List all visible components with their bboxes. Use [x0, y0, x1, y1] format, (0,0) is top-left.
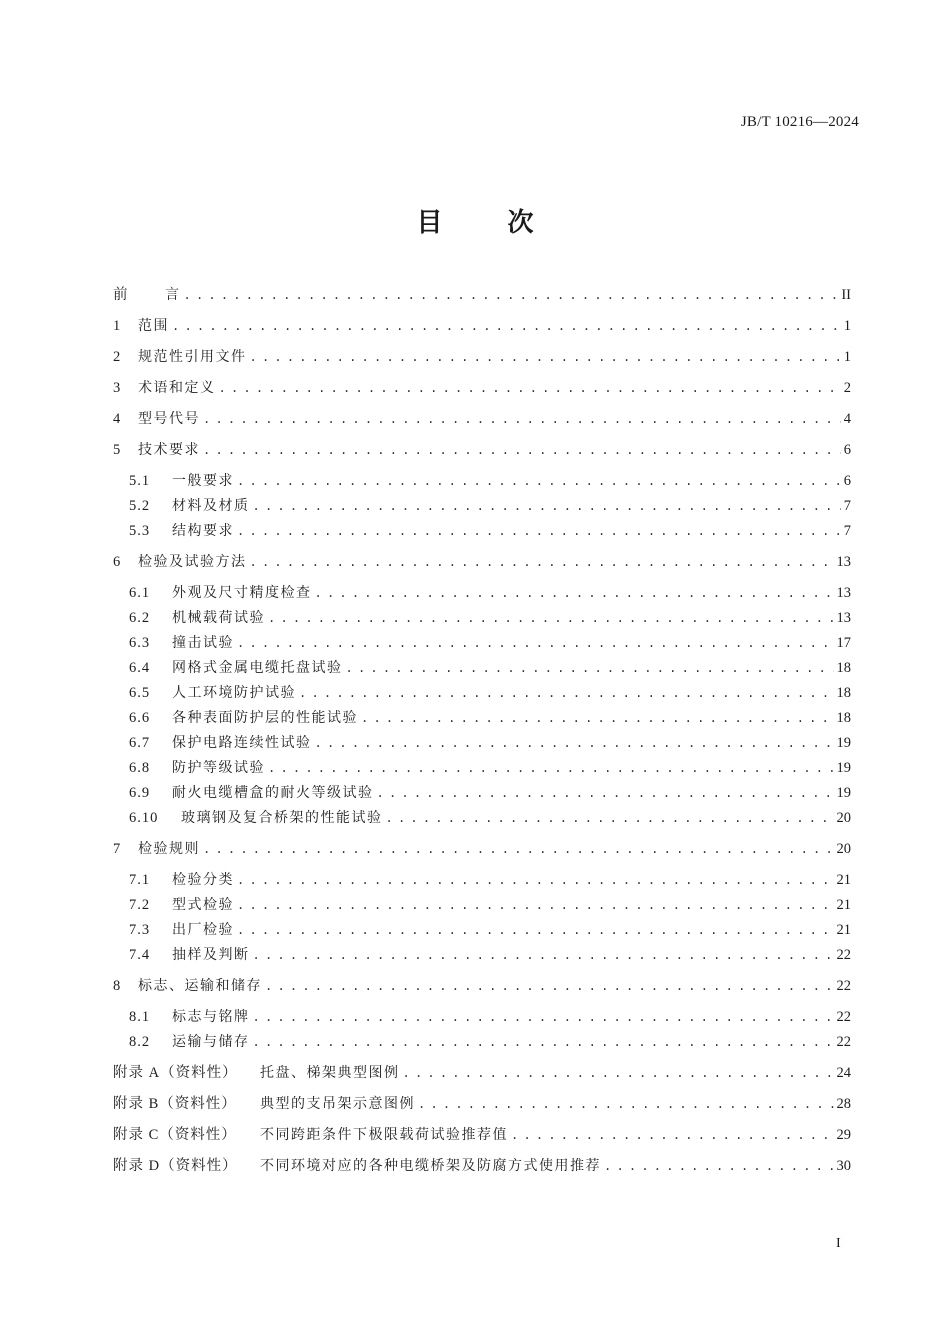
- toc-entry-6-6[interactable]: [129, 707, 851, 729]
- dot-leader: [403, 1062, 834, 1084]
- toc-entry-1[interactable]: [113, 315, 851, 337]
- dot-leader: [315, 582, 834, 604]
- toc-entry-6-4[interactable]: [129, 657, 851, 679]
- toc-entry-6-2[interactable]: [129, 607, 851, 629]
- toc-entry-page: II: [841, 287, 851, 303]
- toc-entry-8[interactable]: [113, 975, 851, 997]
- toc-entry-page: 21: [836, 872, 851, 888]
- toc-entry-number: 5.1: [129, 473, 151, 489]
- dot-leader: [253, 944, 834, 966]
- dot-leader: [299, 682, 834, 704]
- toc-entry-number: 6.10: [129, 810, 159, 826]
- toc-entry-title: 不同跨距条件下极限载荷试验推荐值: [260, 1127, 508, 1143]
- toc-entry-6-10[interactable]: [129, 807, 851, 829]
- toc-entry-7-3[interactable]: [129, 919, 851, 941]
- dot-leader: [418, 1093, 834, 1115]
- toc-entry-page: 21: [836, 897, 851, 913]
- toc-entry-number: 1: [113, 318, 122, 334]
- toc-entry-page: 7: [843, 498, 851, 514]
- toc-entry-page: 13: [836, 554, 851, 570]
- toc-entry-number: 6.5: [129, 685, 151, 701]
- toc-entry-title: 托盘、梯架典型图例: [260, 1065, 400, 1081]
- toc-entry-title: 术语和定义: [138, 380, 216, 396]
- toc-entry-page: 13: [836, 610, 851, 626]
- toc-entry-page: 20: [836, 841, 851, 857]
- dot-leader: [511, 1124, 834, 1146]
- toc-entry-title: 出厂检验: [172, 922, 234, 938]
- toc-entry-2[interactable]: [113, 346, 851, 368]
- toc-entry-page: 22: [836, 1034, 851, 1050]
- dot-leader: [237, 520, 841, 542]
- toc-entry-title: 机械载荷试验: [172, 610, 265, 626]
- toc-entry-foreword[interactable]: [113, 284, 851, 306]
- dot-leader: [250, 551, 834, 573]
- toc-entry-page: 4: [843, 411, 851, 427]
- toc-entry-page: 24: [836, 1065, 851, 1081]
- toc-entry-page: 21: [836, 922, 851, 938]
- toc-entry-title: 言: [165, 287, 181, 303]
- document-code: JB/T 10216—2024: [740, 114, 859, 130]
- toc-entry-annex-a[interactable]: [113, 1062, 851, 1084]
- toc-entry-number: 4: [113, 411, 122, 427]
- toc-entry-number: 6.4: [129, 660, 151, 676]
- toc-entry-page: 6: [843, 442, 851, 458]
- dot-leader: [237, 894, 834, 916]
- dot-leader: [250, 346, 841, 368]
- toc-entry-page: 22: [836, 978, 851, 994]
- dot-leader: [237, 632, 834, 654]
- toc-entry-number: 7.2: [129, 897, 151, 913]
- toc-entry-number: 7: [113, 841, 122, 857]
- toc-entry-number: 6.2: [129, 610, 151, 626]
- toc-entry-page: 1: [843, 318, 851, 334]
- dot-leader: [203, 408, 841, 430]
- toc-entry-title: 检验及试验方法: [138, 554, 247, 570]
- toc-entry-number: 8.2: [129, 1034, 151, 1050]
- dot-leader: [265, 975, 834, 997]
- dot-leader: [237, 470, 841, 492]
- dot-leader: [253, 1006, 834, 1028]
- toc-entry-title: 型号代号: [138, 411, 200, 427]
- toc-entry-4[interactable]: [113, 408, 851, 430]
- toc-entry-number: 前: [113, 287, 129, 303]
- toc-entry-page: 18: [836, 660, 851, 676]
- toc-entry-page: 29: [836, 1127, 851, 1143]
- toc-entry-number: 6: [113, 554, 122, 570]
- dot-leader: [253, 1031, 834, 1053]
- toc-entry-annex-d[interactable]: [113, 1155, 851, 1177]
- toc-entry-title: 运输与储存: [172, 1034, 250, 1050]
- toc-entry-5-2[interactable]: [129, 495, 851, 517]
- toc-entry-title: 范围: [138, 318, 169, 334]
- dot-leader: [386, 807, 834, 829]
- toc-entry-title: 一般要求: [172, 473, 234, 489]
- toc-entry-title: 防护等级试验: [172, 760, 265, 776]
- toc-entry-page: 7: [843, 523, 851, 539]
- toc-entry-number: 6.1: [129, 585, 151, 601]
- toc-entry-number: 6.9: [129, 785, 151, 801]
- title-char-2: 次: [507, 208, 534, 238]
- toc-entry-number: 5.3: [129, 523, 151, 539]
- page-number: I: [836, 1236, 841, 1251]
- dot-leader: [172, 315, 841, 337]
- toc-entry-title: 标志与铭牌: [172, 1009, 250, 1025]
- toc-entry-page: 18: [836, 710, 851, 726]
- toc-entry-page: 13: [836, 585, 851, 601]
- toc-entry-5-1[interactable]: [129, 470, 851, 492]
- toc-entry-number: 6.8: [129, 760, 151, 776]
- toc-entry-7-4[interactable]: [129, 944, 851, 966]
- toc-entry-title: 技术要求: [138, 442, 200, 458]
- toc-entry-page: 17: [836, 635, 851, 651]
- toc-entry-title: 各种表面防护层的性能试验: [172, 710, 358, 726]
- page-title: [0, 202, 950, 239]
- toc-entry-page: 1: [843, 349, 851, 365]
- toc-entry-title: 检验规则: [138, 841, 200, 857]
- toc-entry-8-1[interactable]: [129, 1006, 851, 1028]
- toc-entry-number: 3: [113, 380, 122, 396]
- toc-entry-number: 8: [113, 978, 122, 994]
- toc-entry-6-7[interactable]: [129, 732, 851, 754]
- toc-entry-page: 28: [836, 1096, 851, 1112]
- toc-entry-title: 结构要求: [172, 523, 234, 539]
- toc-entry-number: 6.3: [129, 635, 151, 651]
- toc-entry-title: 型式检验: [172, 897, 234, 913]
- toc-entry-title: 检验分类: [172, 872, 234, 888]
- dot-leader: [361, 707, 834, 729]
- toc-entry-number: 8.1: [129, 1009, 151, 1025]
- dot-leader: [219, 377, 841, 399]
- toc-entry-title: 外观及尺寸精度检查: [172, 585, 312, 601]
- toc-entry-6[interactable]: [113, 551, 851, 573]
- toc-entry-8-2[interactable]: [129, 1031, 851, 1053]
- toc-entry-number: 6.7: [129, 735, 151, 751]
- toc-entry-annex-b[interactable]: [113, 1093, 851, 1115]
- toc-entry-6-1[interactable]: [129, 582, 851, 604]
- toc-entry-title: 不同环境对应的各种电缆桥架及防腐方式使用推荐: [260, 1158, 601, 1174]
- toc-entry-6-5[interactable]: [129, 682, 851, 704]
- toc-entry-title: 材料及材质: [172, 498, 250, 514]
- toc-entry-5-3[interactable]: [129, 520, 851, 542]
- toc-entry-page: 20: [836, 810, 851, 826]
- toc-entry-page: 18: [836, 685, 851, 701]
- toc-entry-page: 22: [836, 1009, 851, 1025]
- toc-entry-number: 5: [113, 442, 122, 458]
- dot-leader: [237, 869, 834, 891]
- dot-leader: [604, 1155, 834, 1177]
- dot-leader: [315, 732, 834, 754]
- toc-entry-title: 规范性引用文件: [138, 349, 247, 365]
- dot-leader: [346, 657, 834, 679]
- dot-leader: [253, 495, 841, 517]
- toc-entry-number: 附录 B（资料性）: [113, 1096, 237, 1112]
- dot-leader: [184, 284, 839, 306]
- toc-entry-number: 6.6: [129, 710, 151, 726]
- toc-entry-title: 抽样及判断: [172, 947, 250, 963]
- dot-leader: [268, 607, 834, 629]
- toc-entry-5[interactable]: [113, 439, 851, 461]
- toc-entry-title: 网格式金属电缆托盘试验: [172, 660, 343, 676]
- toc-entry-title: 耐火电缆槽盒的耐火等级试验: [172, 785, 374, 801]
- toc-entry-6-8[interactable]: [129, 757, 851, 779]
- toc-entry-page: 19: [836, 785, 851, 801]
- toc-entry-number: 2: [113, 349, 122, 365]
- toc-entry-page: 30: [836, 1158, 851, 1174]
- toc-entry-title: 撞击试验: [172, 635, 234, 651]
- toc-entry-number: 7.4: [129, 947, 151, 963]
- dot-leader: [268, 757, 834, 779]
- toc-entry-annex-c[interactable]: [113, 1124, 851, 1146]
- toc-entry-page: 2: [843, 380, 851, 396]
- toc-entry-page: 22: [836, 947, 851, 963]
- toc-entry-title: 典型的支吊架示意图例: [260, 1096, 415, 1112]
- toc-entry-number: 7.1: [129, 872, 151, 888]
- toc-entry-3[interactable]: [113, 377, 851, 399]
- toc-entry-title: 人工环境防护试验: [172, 685, 296, 701]
- toc-entry-6-3[interactable]: [129, 632, 851, 654]
- toc-entry-7[interactable]: [113, 838, 851, 860]
- toc-entry-page: 19: [836, 735, 851, 751]
- toc-entry-page: 19: [836, 760, 851, 776]
- dot-leader: [377, 782, 834, 804]
- toc-entry-title: 保护电路连续性试验: [172, 735, 312, 751]
- toc-entry-7-1[interactable]: [129, 869, 851, 891]
- toc-entry-title: 标志、运输和储存: [138, 978, 262, 994]
- toc-entry-number: 附录 A（资料性）: [113, 1065, 238, 1081]
- dot-leader: [237, 919, 834, 941]
- toc-entry-7-2[interactable]: [129, 894, 851, 916]
- toc-entry-number: 7.3: [129, 922, 151, 938]
- toc-entry-page: 6: [843, 473, 851, 489]
- toc-entry-6-9[interactable]: [129, 782, 851, 804]
- toc-entry-number: 5.2: [129, 498, 151, 514]
- toc-entry-title: 玻璃钢及复合桥架的性能试验: [181, 810, 383, 826]
- dot-leader: [203, 439, 841, 461]
- toc-entry-number: 附录 C（资料性）: [113, 1127, 237, 1143]
- title-char-1: 目: [416, 208, 443, 238]
- dot-leader: [203, 838, 834, 860]
- toc-entry-number: 附录 D（资料性）: [113, 1158, 238, 1174]
